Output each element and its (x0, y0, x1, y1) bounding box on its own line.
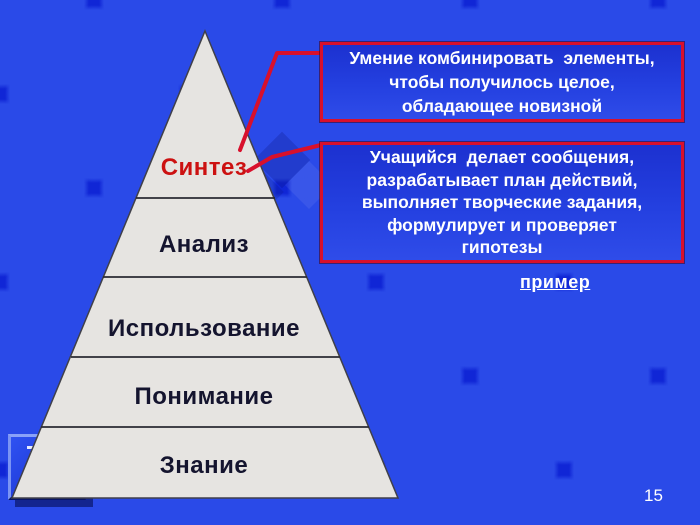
pyramid-level-application: Использование (107, 315, 301, 342)
callout-definition-box (320, 42, 684, 122)
page-number: 15 (644, 486, 663, 505)
pyramid-level-synthesis: Синтез (160, 154, 248, 181)
pyramid-level-knowledge: Знание (159, 452, 249, 479)
example-link[interactable]: пример (520, 272, 591, 292)
callout-text-line: разрабатывает план действий, (366, 169, 638, 190)
pyramid-level-comprehension: Понимание (134, 383, 274, 410)
callout-activity-box (320, 142, 684, 263)
callout-text-line: формулирует и проверяет (387, 214, 617, 235)
pyramid-level-analysis: Анализ (158, 231, 250, 258)
callout-text-line: выполняет творческие задания, (361, 192, 643, 213)
connector-line-top (240, 53, 321, 150)
callout-text-line: обладающее новизной (401, 96, 603, 116)
callout-text-line: чтобы получилось целое, (389, 72, 615, 92)
callout-text-line: Учащийся делает сообщения, (369, 147, 635, 168)
callout-text-line: гипотезы (461, 237, 543, 258)
callout-text-line: Умение комбинировать элементы, (349, 48, 655, 68)
